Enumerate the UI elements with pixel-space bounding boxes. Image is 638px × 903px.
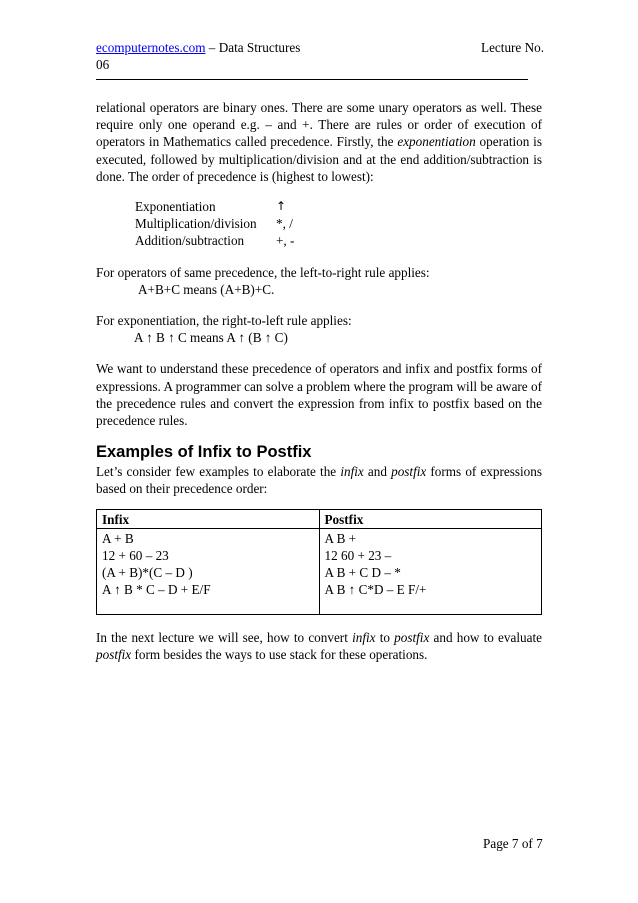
precedence-symbol: +, - <box>276 233 295 249</box>
postfix-emphasis: postfix <box>391 464 427 480</box>
page-number: Page 7 of 7 <box>483 836 543 851</box>
table-row <box>97 528 542 614</box>
exponent-rule: For exponentiation, the right-to-left rule applies: <box>96 313 352 329</box>
postfix-expression: A B + C D – * <box>324 565 401 581</box>
closing-paragraph <box>96 629 542 663</box>
exponent-example: A ↑ B ↑ C means A ↑ (B ↑ C) <box>134 330 288 346</box>
precedence-row <box>135 232 542 249</box>
examples-intro <box>96 463 542 497</box>
closing-text: and how to evaluate <box>429 629 542 645</box>
infix-expression: A + B <box>102 530 134 546</box>
infix-expression: (A + B)*(C – D ) <box>102 565 193 581</box>
intro-tail: operation is executed, followed by multiplication/division and at the end addition/subtraction is done. The order of precedence is (highest to lowest): <box>96 134 542 184</box>
examples-text: and <box>363 464 392 480</box>
precedence-row <box>135 215 542 232</box>
document-body <box>96 99 542 663</box>
postfix-emphasis: postfix <box>96 646 132 662</box>
intro-text: relational operators are binary ones. There are some unary operators as well. These require only one operand e.g. – and +. There are rules or order of execution of operators in Mathematics called precedence. Firstly, the <box>96 100 542 150</box>
infix-expression: A ↑ B * C – D + E/F <box>102 582 211 598</box>
precedence-name: Exponentiation <box>135 199 216 215</box>
closing-text: to <box>375 629 395 645</box>
same-precedence-example: A+B+C means (A+B)+C. <box>138 281 275 297</box>
precedence-row <box>135 198 542 215</box>
postfix-emphasis: postfix <box>394 629 430 645</box>
section-heading: Examples of Infix to Postfix <box>96 443 312 462</box>
lecture-number: 06 <box>96 57 110 72</box>
precedence-list <box>135 198 542 250</box>
header-rule <box>96 79 528 80</box>
same-precedence-rule: For operators of same precedence, the left-to-right rule applies: <box>96 264 430 280</box>
understanding-paragraph: We want to understand these precedence of operators and infix and postfix forms of expressions. A programmer can solve a problem where the program will be aware of the precedence rules and convert the expression from infix to postfix based on the precedence rules. <box>96 361 542 429</box>
infix-column <box>97 528 320 614</box>
precedence-name: Multiplication/division <box>135 216 257 232</box>
postfix-expression: A B ↑ C*D – E F/+ <box>324 582 427 598</box>
postfix-expression: A B + <box>324 530 357 546</box>
infix-emphasis: infix <box>352 629 376 645</box>
precedence-symbol: ↑ <box>276 199 287 214</box>
postfix-header: Postfix <box>319 509 542 528</box>
intro-paragraph <box>96 99 542 185</box>
infix-postfix-table <box>96 509 542 615</box>
closing-text: In the next lecture we will see, how to convert <box>96 629 353 645</box>
page-header <box>96 39 544 73</box>
examples-text: Let’s consider few examples to elaborate the <box>96 464 341 480</box>
infix-expression: 12 + 60 – 23 <box>102 548 169 564</box>
postfix-expression: 12 60 + 23 – <box>324 548 392 564</box>
lecture-label: Lecture No. <box>481 40 544 55</box>
site-link[interactable]: ecomputernotes.com <box>96 40 206 55</box>
precedence-name: Addition/subtraction <box>135 233 245 249</box>
postfix-column <box>319 528 542 614</box>
infix-emphasis: infix <box>340 464 364 480</box>
course-title: – Data Structures <box>205 40 301 55</box>
closing-text: form besides the ways to use stack for these operations. <box>131 646 428 662</box>
infix-header: Infix <box>97 509 320 528</box>
precedence-symbol: *, / <box>276 216 293 232</box>
intro-emphasis: exponentiation <box>397 134 476 150</box>
examples-text: forms of expressions based on their precedence order: <box>96 464 542 497</box>
table-header-row <box>97 509 542 528</box>
